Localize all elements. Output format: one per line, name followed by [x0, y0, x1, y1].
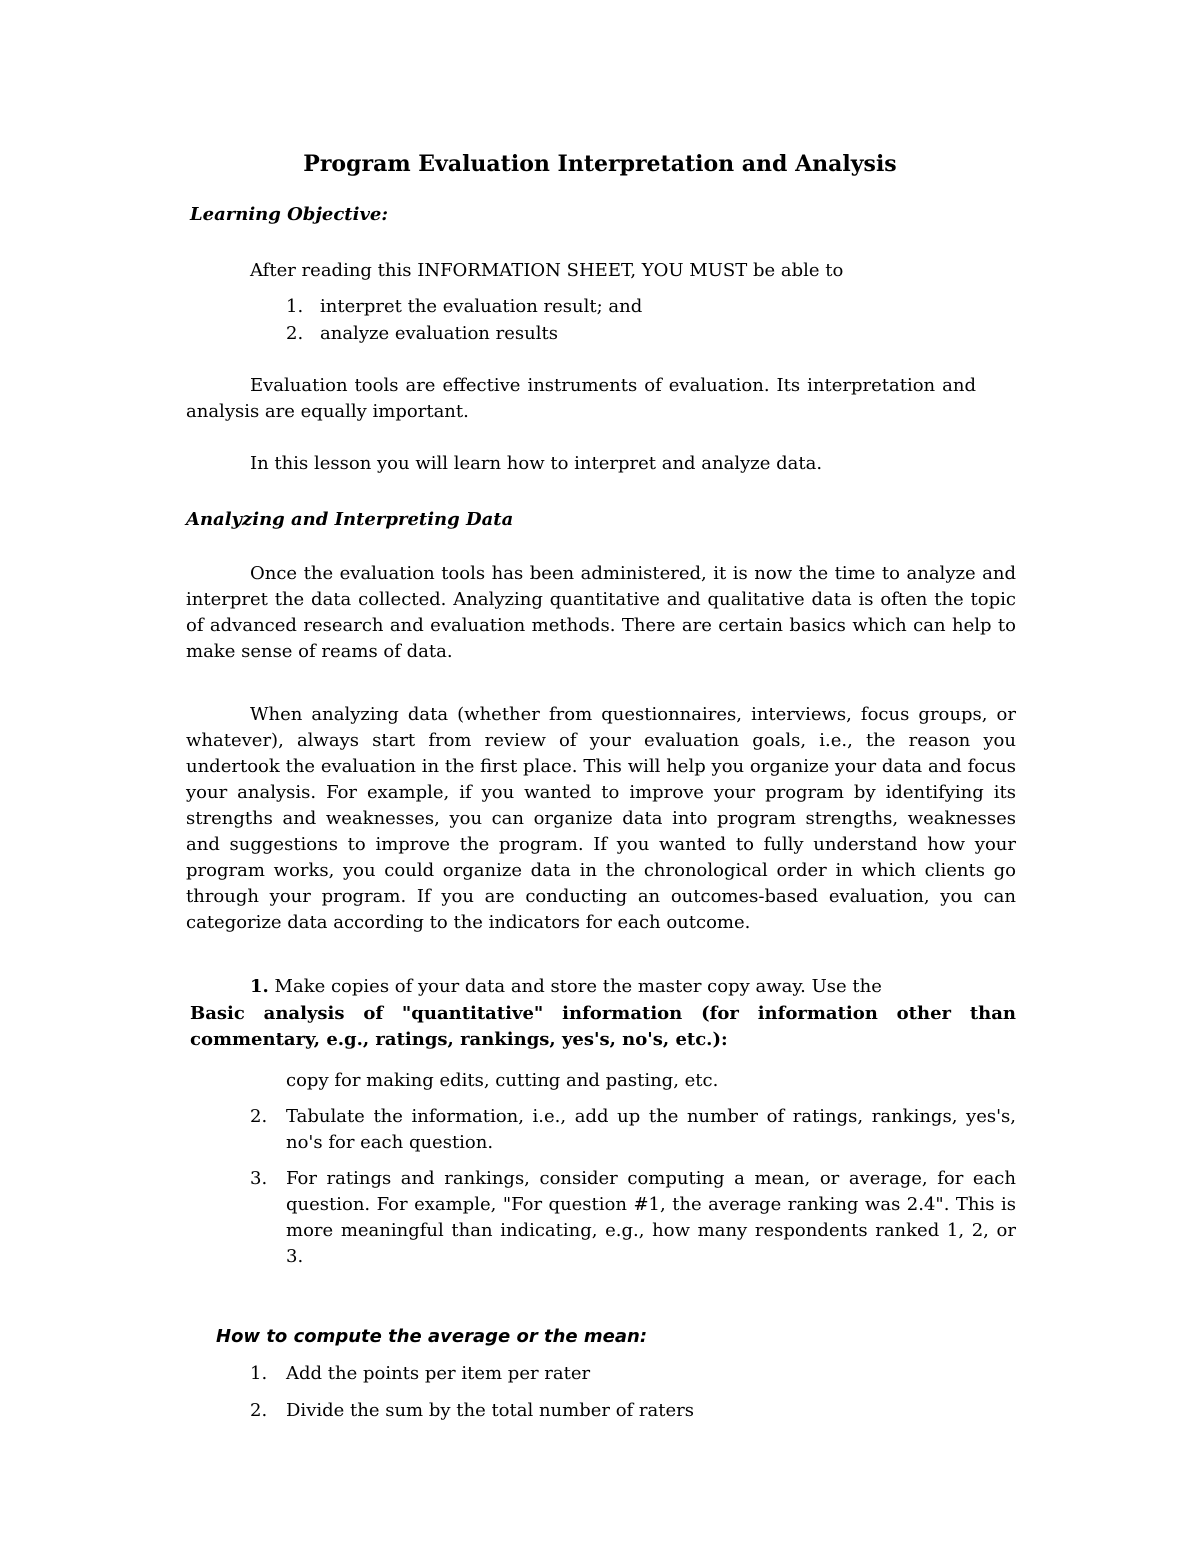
list-text: For ratings and rankings, consider computing a mean, or average, for each question. For example, "For question #1, the average ranking was 2.4". This is more meaningful than indicating, e.g., how many respondents ranked 1, 2, or 3.	[286, 1168, 1016, 1267]
list-text: Tabulate the information, i.e., add up the number of ratings, rankings, yes's, no's for each question.	[286, 1106, 1016, 1153]
objective-item	[286, 321, 886, 347]
paragraph-lesson: In this lesson you will learn how to interpret and analyze data.	[250, 453, 823, 474]
list-number: 2.	[250, 1106, 268, 1127]
step-1-text: Make copies of your data and store the master copy away. Use the	[274, 976, 882, 997]
list-text: Divide the sum by the total number of raters	[286, 1400, 694, 1421]
step-item	[250, 1166, 1016, 1270]
list-number: 1.	[250, 1363, 268, 1384]
list-text: analyze evaluation results	[320, 323, 558, 344]
list-text: Add the points per item per rater	[286, 1363, 591, 1384]
learning-objective-heading: Learning Objective:	[190, 204, 389, 225]
paragraph-when: When analyzing data (whether from questionnaires, interviews, focus groups, or whatever), always start from review of your evaluation goals, i.e., the reason you undertook the evaluation in the first place. This will help you organize your data and focus your analysis. For example, if you wanted to improve your program by identifying its strengths and weaknesses, you can organize data into program strengths, weaknesses and suggestions to improve the program. If you wanted to fully understand how your program works, you could organize data in the chronological order in which clients go through your program. If you are conducting an outcomes-based evaluation, you can categorize data according to the indicators for each outcome.	[186, 704, 1016, 933]
list-text: interpret the evaluation result; and	[320, 296, 643, 317]
mean-step-item	[250, 1361, 1016, 1387]
list-number: 3.	[250, 1168, 268, 1189]
objective-item	[286, 294, 886, 320]
paragraph-tools: Evaluation tools are effective instruments of evaluation. Its interpretation and analysis are equally important.	[186, 375, 976, 422]
page-title: Program Evaluation Interpretation and Analysis	[303, 151, 897, 177]
step-1-continuation: copy for making edits, cutting and pasting, etc.	[286, 1070, 719, 1091]
list-number: 1.	[286, 296, 304, 317]
list-number: 2.	[250, 1400, 268, 1421]
mean-heading: How to compute the average or the mean:	[216, 1326, 648, 1347]
list-number: 2.	[286, 323, 304, 344]
list-number: 1.	[250, 976, 269, 997]
basic-analysis-note: Basic analysis of "quantitative" information (for information other than commentary, e.g., ratings, rankings, yes's, no's, etc.):	[190, 1003, 1016, 1050]
intro-sentence: After reading this INFORMATION SHEET, YOU MUST be able to	[250, 260, 844, 281]
paragraph-once: Once the evaluation tools has been administered, it is now the time to analyze and interpret the data collected. Analyzing quantitative and qualitative data is often the topic of advanced research and evaluation methods. There are certain basics which can help to make sense of reams of data.	[186, 563, 1016, 662]
mean-step-item	[250, 1398, 1016, 1424]
step-1	[250, 974, 1016, 1000]
section-heading: Analyzing and Interpreting Data	[186, 509, 514, 530]
step-item	[250, 1104, 1016, 1156]
